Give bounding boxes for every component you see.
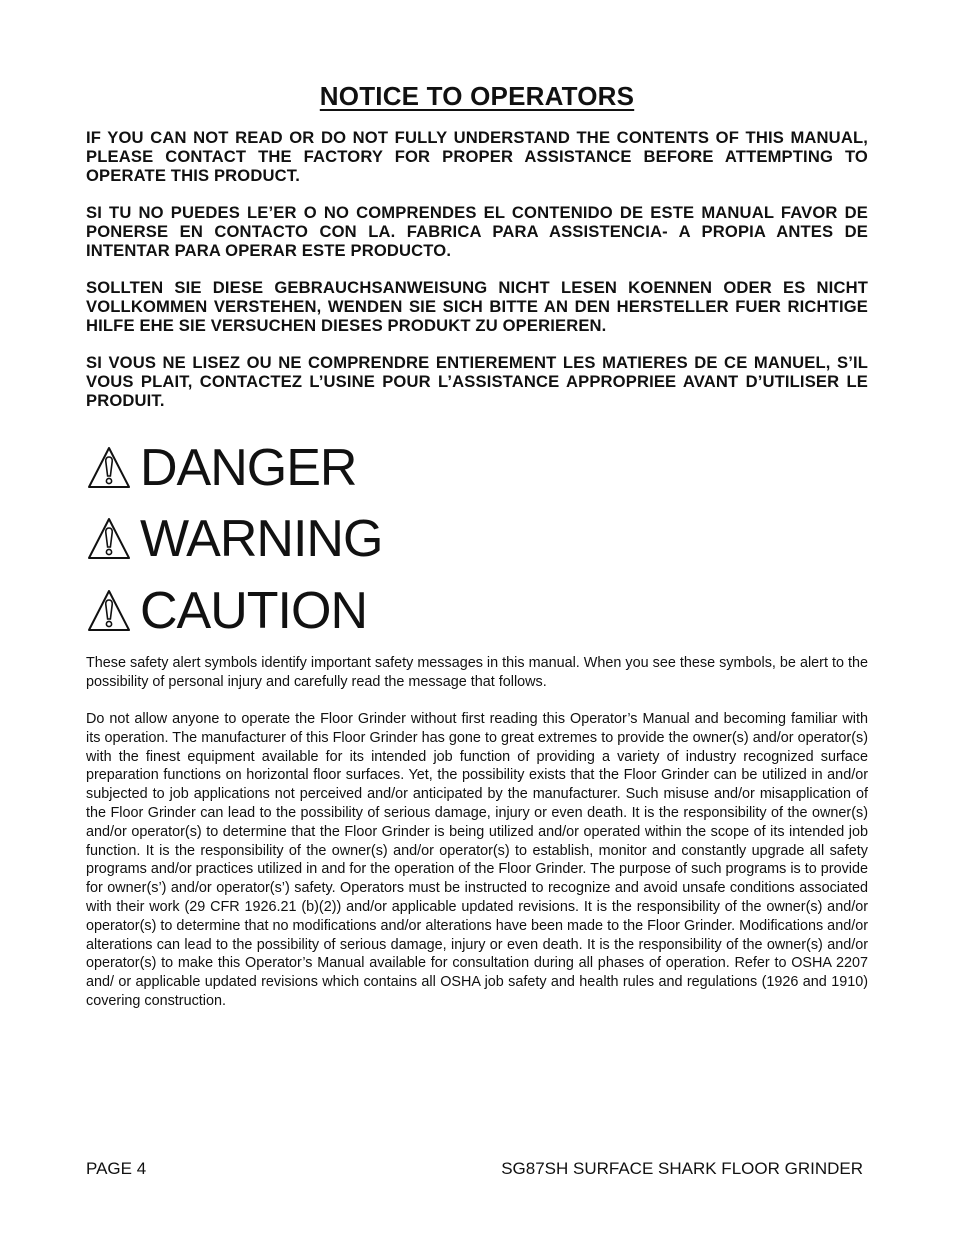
operator-responsibility-paragraph: Do not allow anyone to operate the Floor Grinder without first reading this Operator’s Manual and becoming familiar with its operation. The manufacturer of this Floor Grinder has gone to great extremes to provide the owner(s) and/or operator(s) with the finest equipment available for its intended job function of providing a variety of industry recognized surface preparation functions on horizontal floor surfaces. Yet, the possibility exists that the Floor Grinder can be utilized in and/or subjected to job applications not perceived and/or anticipated by the manufacturer. Such misuse and/or misapplication of the Floor Grinder can lead to the possibility of serious damage, injury or even death. It is the responsibility of the owner(s) and/or operator(s) to determine that the Floor Grinder is being utilized and/or operated within the scope of its intended job function. It is the responsibility of the owner(s) and/or operator(s) to establish, monitor and constantly upgrade all safety programs and/or practices utilized in and for the operation of the Floor Grinder. The purpose of such programs is to provide for owner(s’) and/or operator(s’) safety. Operators must be instructed to recognize and avoid unsafe conditions associated with their work (29 CFR 1926.21 (b)(2)) and/or applicable updated revisions. It is the responsibility of the owner(s) and/or operator(s) to determine that no modifications and/or alterations have been made to the Floor Grinder. Modifications and/or alterations can lead to the possibility of serious damage, injury or even death. It is the responsibility of the owner(s) and/or operator(s) to make this Operator’s Manual available for consultation during all phases of operation. Refer to OSHA 2207 and/ or applicable updated revisions which contains all OSHA job safety and health rules and regulations (1926 and 1910) covering construction.	[86, 711, 868, 1009]
safety-alert-triangle-icon	[86, 588, 132, 634]
caution-label: CAUTION	[140, 582, 367, 640]
danger-signal	[86, 440, 356, 496]
page-number: PAGE 4	[86, 1159, 147, 1178]
notice-german: SOLLTEN SIE DIESE GEBRAUCHSANWEISUNG NICHT LESEN KOENNEN ODER ES NICHT VOLLKOMMEN VERSTEHEN, WENDEN SIE SICH BITTE AN DEN HERSTELLER FUER RICHTIGE HILFE EHE SIE VERSUCHEN DIESES PRODUKT ZU OPERIEREN.	[86, 278, 868, 335]
safety-alert-triangle-icon	[86, 445, 132, 491]
notice-french: SI VOUS NE LISEZ OU NE COMPRENDRE ENTIEREMENT LES MATIERES DE CE MANUEL, S’IL VOUS PLAIT, CONTACTEZ L’USINE POUR L’ASSISTANCE APPROPRIEE AVANT D’UTILISER LE PRODUIT.	[86, 353, 868, 410]
warning-signal	[86, 511, 382, 567]
caution-signal	[86, 583, 367, 639]
notice-spanish: SI TU NO PUEDES LE’ER O NO COMPRENDES EL CONTENIDO DE ESTE MANUAL FAVOR DE PONERSE EN CONTACTO CON LA. FABRICA PARA ASSISTENCIA- A PROPIA ANTES DE INTENTAR PARA OPERAR ESTE PRODUCTO.	[86, 203, 868, 260]
product-name: SG87SH SURFACE SHARK FLOOR GRINDER	[501, 1159, 863, 1178]
safety-symbols-paragraph: These safety alert symbols identify important safety messages in this manual. When you see these symbols, be alert to the possibility of personal injury and carefully read the message that follows.	[86, 655, 868, 690]
page-title: NOTICE TO OPERATORS	[319, 81, 635, 111]
danger-label: DANGER	[140, 439, 357, 497]
warning-label: WARNING	[140, 510, 383, 568]
notice-english: IF YOU CAN NOT READ OR DO NOT FULLY UNDERSTAND THE CONTENTS OF THIS MANUAL, PLEASE CONTACT THE FACTORY FOR PROPER ASSISTANCE BEFORE ATTEMPTING TO OPERATE THIS PRODUCT.	[86, 128, 868, 185]
safety-alert-triangle-icon	[86, 516, 132, 562]
